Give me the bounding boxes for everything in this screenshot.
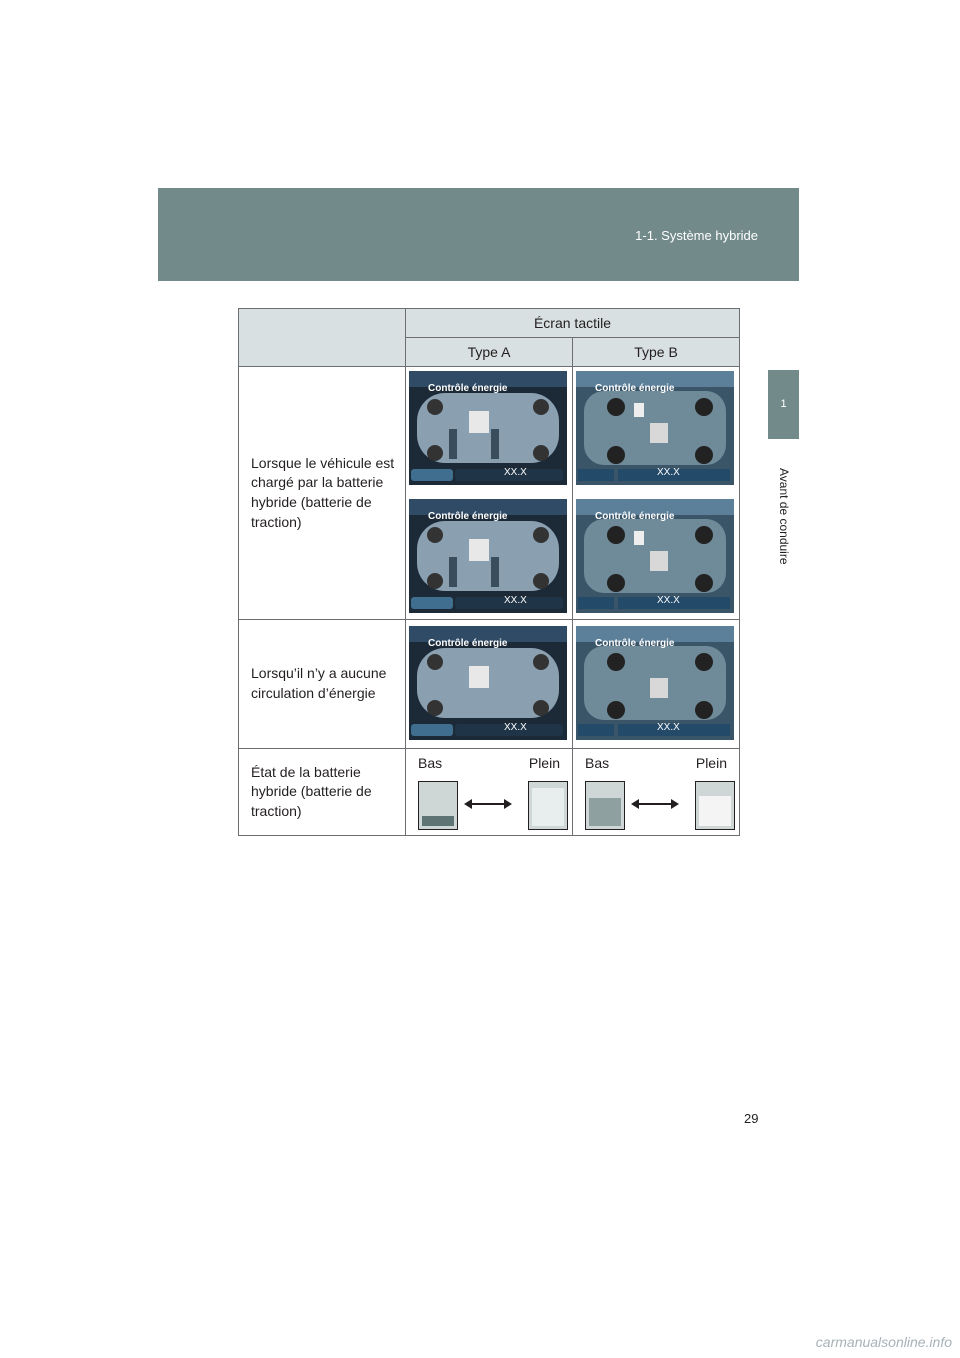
energy-monitor-table: [238, 308, 740, 836]
type-a-header: Type A: [406, 338, 573, 367]
battery-low-icon-b: [585, 781, 625, 830]
screen-title-a1: Contrôle énergie: [428, 383, 508, 394]
screen-title-b1: Contrôle énergie: [595, 383, 675, 394]
double-arrow-icon-b: [631, 797, 679, 811]
battery-low-label-b: Bas: [585, 755, 610, 771]
battery-low-label-a: Bas: [418, 755, 443, 771]
type-b-charging-cell: [573, 367, 740, 620]
battery-full-icon-b: [695, 781, 735, 830]
battery-full-label-a: Plein: [528, 755, 560, 771]
screen-value-b3: XX.X: [657, 722, 680, 733]
row-label-charging: Lorsque le véhicule est chargé par la batterie hybride (batterie de traction): [239, 367, 406, 620]
row-label-no-flow: Lorsqu’il n’y a aucune circulation d’énergie: [239, 620, 406, 749]
type-b-no-flow-cell: [573, 620, 740, 749]
screen-value-b2: XX.X: [657, 595, 680, 606]
chapter-label: Avant de conduire: [777, 468, 791, 565]
touch-screen-header: Écran tactile: [406, 309, 740, 338]
screen-value-a1: XX.X: [504, 467, 527, 478]
section-header: [158, 188, 799, 281]
battery-full-label-b: Plein: [695, 755, 727, 771]
chapter-tab: 1: [768, 370, 799, 439]
page-number: 29: [744, 1111, 759, 1126]
screen-title-b3: Contrôle énergie: [595, 638, 675, 649]
type-a-charging-cell: [406, 367, 573, 620]
screen-title-a3: Contrôle énergie: [428, 638, 508, 649]
battery-low-icon-a: [418, 781, 458, 830]
screen-value-b1: XX.X: [657, 467, 680, 478]
screen-value-a2: XX.X: [504, 595, 527, 606]
table-corner: [239, 309, 406, 367]
type-a-no-flow-cell: [406, 620, 573, 749]
row-label-battery-state: État de la batterie hybride (batterie de traction): [239, 749, 406, 836]
type-a-battery-cell: [406, 749, 573, 836]
screen-title-a2: Contrôle énergie: [428, 511, 508, 522]
double-arrow-icon-a: [464, 797, 512, 811]
section-title: 1-1. Système hybride: [635, 228, 758, 243]
type-b-header: Type B: [573, 338, 740, 367]
battery-full-icon-a: [528, 781, 568, 830]
type-b-battery-cell: [573, 749, 740, 836]
screen-title-b2: Contrôle énergie: [595, 511, 675, 522]
watermark: carmanualsonline.info: [815, 1334, 952, 1350]
screen-value-a3: XX.X: [504, 722, 527, 733]
